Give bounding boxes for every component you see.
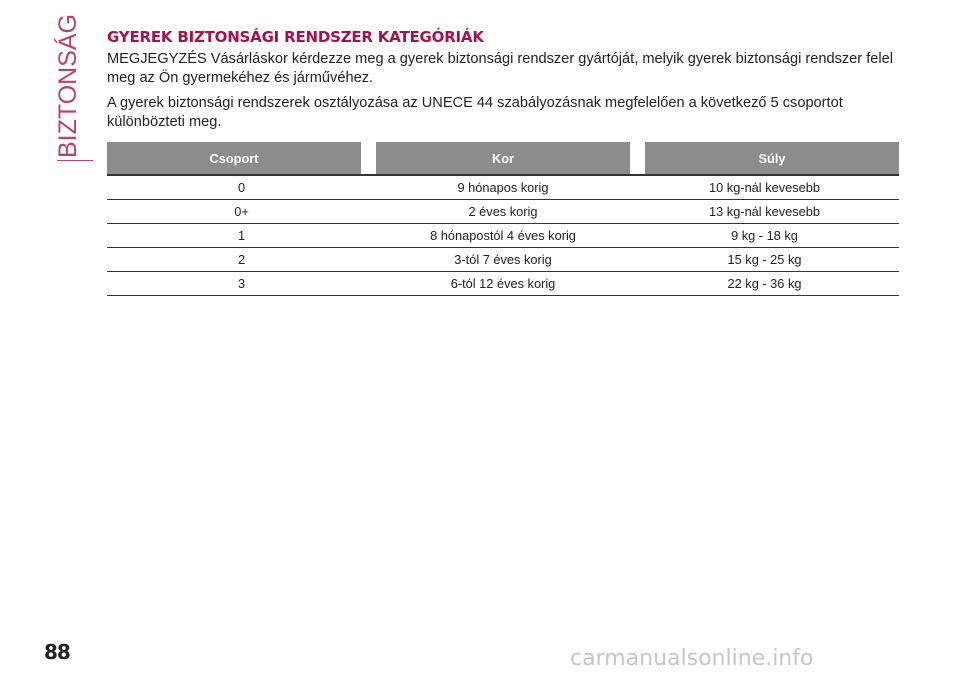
cell-age: 8 hónapostól 4 éves korig (376, 224, 630, 248)
page-content (107, 26, 899, 291)
cell-weight: 9 kg - 18 kg (630, 224, 899, 248)
cell-age: 3-tól 7 éves korig (376, 248, 630, 272)
header-gap (361, 142, 376, 175)
header-weight: Súly (645, 142, 899, 175)
header-group: Csoport (107, 142, 361, 175)
child-seat-groups-table (107, 142, 899, 296)
cell-weight: 22 kg - 36 kg (630, 272, 899, 296)
section-label: BIZTONSÁG (54, 13, 82, 158)
note-paragraph: MEGJEGYZÉS Vásárláskor kérdezze meg a gyerek biztonsági rendszer gyártóját, melyik gyerek biztonsági rendszer felel meg az Ön gyermekéhez és járművéhez. (107, 51, 893, 86)
cell-age: 6-tól 12 éves korig (376, 272, 630, 296)
cell-weight: 15 kg - 25 kg (630, 248, 899, 272)
cell-group: 2 (107, 248, 376, 272)
cell-weight: 13 kg-nál kevesebb (630, 200, 899, 224)
table-header-row (107, 142, 899, 175)
cell-group: 1 (107, 224, 376, 248)
cell-group: 0+ (107, 200, 376, 224)
page-heading: GYEREK BIZTONSÁGI RENDSZER KATEGÓRIÁK (107, 28, 484, 46)
section-label-rule (57, 160, 93, 161)
watermark: carmanualsonline.info (570, 646, 814, 671)
classification-paragraph: A gyerek biztonsági rendszerek osztályozása az UNECE 44 szabályozásnak megfelelően a következő 5 csoportot különbözteti meg. (107, 95, 843, 130)
page-number: 88 (44, 640, 70, 664)
header-age: Kor (376, 142, 630, 175)
cell-group: 3 (107, 272, 376, 296)
table-row (107, 272, 899, 296)
table-row (107, 200, 899, 224)
cell-group: 0 (107, 175, 376, 200)
table-row (107, 224, 899, 248)
table-row (107, 248, 899, 272)
table-row (107, 175, 899, 200)
header-gap (630, 142, 645, 175)
cell-weight: 10 kg-nál kevesebb (630, 175, 899, 200)
cell-age: 9 hónapos korig (376, 175, 630, 200)
cell-age: 2 éves korig (376, 200, 630, 224)
